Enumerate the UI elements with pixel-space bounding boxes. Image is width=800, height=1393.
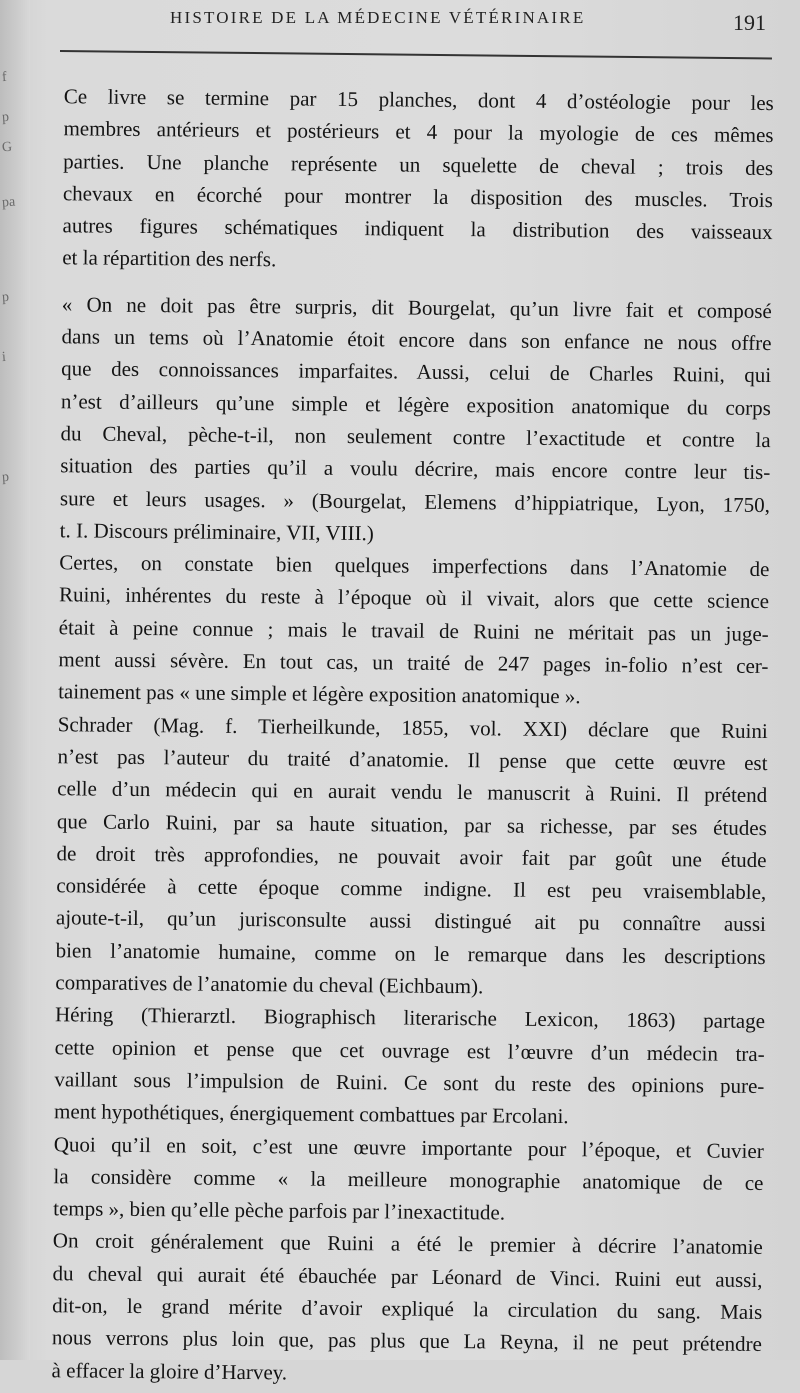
gutter-fragment: p: [1, 109, 10, 126]
text-line: que Carlo Ruini, par sa haute situation, par sa richesse, par ses études: [56, 808, 767, 840]
page-number: 191: [733, 10, 766, 35]
paragraph: [29, 708, 768, 1006]
text-line: que des connoissances imparfaites. Aussi, celui de Charles Ruini, qui: [61, 356, 772, 388]
text-line: chevaux en écorché pour montrer la disposition des muscles. Trois: [62, 181, 773, 212]
text-line: Schrader (Mag. f. Tierheilkunde, 1855, vol. XXI) déclare que Ruini: [57, 711, 768, 743]
text-line: et la répartition des nerfs.: [62, 245, 277, 272]
gutter-fragment: i: [1, 349, 7, 366]
text-line: à effacer la gloire d’Harvey.: [51, 1357, 288, 1385]
text-line: était à peine connue ; mais le travail de Ruini ne méritait pas un juge-: [58, 614, 769, 646]
gutter-fragment: f: [1, 69, 8, 86]
text-line: n’est d’ailleurs qu’une simple et légère exposition anatomique du corps: [60, 388, 772, 420]
text-line: du cheval qui aurait été ébauchée par Léonard de Vinci. Ruini eut aussi,: [52, 1260, 763, 1292]
text-line: considérée à cette époque comme indigne. Il est peu vraisemblable,: [56, 873, 767, 905]
text-line: On croit généralement que Ruini a été le premier à décrire l’anatomie: [52, 1228, 763, 1260]
running-title: HISTOIRE DE LA MÉDECINE VÉTÉRINAIRE: [170, 8, 586, 27]
text-line: vaillant sous l’impulsion de Ruini. Ce sont du reste des opinions pure-: [54, 1067, 765, 1098]
text-line: Quoi qu’il en soit, c’est une œuvre importante pour l’époque, et Cuvier: [53, 1131, 764, 1163]
text-line: ment aussi sévère. En tout cas, un traité de 247 pages in-folio n’est cer-: [58, 647, 769, 679]
text-line: du Cheval, pèche-t-il, non seulement contre l’exactitude et contre la: [60, 421, 771, 453]
paragraph: [36, 80, 774, 281]
text-line: « On ne doit pas être surpris, dit Bourgelat, qu’un livre fait et composé: [61, 292, 772, 323]
text-line: n’est pas l’auteur du traité d’anatomie. Il pense que cette œuvre est: [57, 744, 768, 775]
text-line: situation des parties qu’il a voulu décrire, mais encore contre leur tis-: [60, 453, 771, 485]
text-line: Ruini, inhérentes du reste à l’époque où il vivait, alors que cette science: [58, 582, 770, 614]
text-line: parties. Une planche représente un squelette de cheval ; trois des: [63, 148, 774, 180]
text-line: dans un tems où l’Anatomie étoit encore dans son enfance ne nous offre: [61, 324, 772, 356]
adjacent-page-edge: [0, 0, 30, 1360]
text-line: ajoute-t-il, qu’un jurisconsulte aussi distingué ait pu connaître aussi: [55, 905, 767, 937]
text-line: nous verrons plus loin que, pas plus que La Reyna, il ne peut prétendre: [51, 1325, 763, 1357]
paragraph: [25, 1224, 763, 1393]
text-line: Héring (Thierarztl. Biographisch literarische Lexicon, 1863) partage: [54, 1002, 766, 1034]
text-line: celle d’un médecin qui en aurait vendu le manuscrit à Ruini. Il prétend: [57, 776, 768, 808]
paragraph: [27, 1127, 764, 1231]
text-line: tainement pas « une simple et légère exposition anatomique ».: [58, 679, 581, 709]
text-line: ment hypothétiques, énergiquement combattues par Ercolani.: [53, 1099, 569, 1129]
text-line: dit-on, le grand mérite d’avoir expliqué la circulation du sang. Mais: [52, 1293, 763, 1324]
paragraph: [32, 546, 770, 715]
gutter-fragment: p: [1, 469, 10, 486]
text-line: comparatives de l’anatomie du cheval (Eichbaum).: [55, 970, 484, 999]
text-line: cette opinion et pense que cet ouvrage est l’œuvre d’un médecin tra-: [54, 1034, 765, 1066]
text-line: membres antérieurs et postérieurs et 4 pour la myologie de ces mêmes: [63, 116, 774, 148]
header-rule: [60, 50, 772, 59]
gutter-fragment: p: [1, 289, 10, 306]
paragraph: [34, 288, 772, 553]
text-line: sure et leurs usages. » (Bourgelat, Elemens d’hippiatrique, Lyon, 1750,: [59, 485, 771, 517]
text-line: temps », bien qu’elle pèche parfois par l’inexactitude.: [53, 1196, 506, 1225]
text-line: autres figures schématiques indiquent la distribution des vaisseaux: [62, 213, 773, 245]
gutter-fragment: G: [1, 139, 13, 156]
text-line: de droit très approfondies, ne pouvait avoir fait par goût une étude: [56, 841, 767, 872]
body-text: [25, 80, 774, 1393]
paragraph: [28, 998, 765, 1134]
text-line: Certes, on constate bien quelques imperfections dans l’Anatomie de: [59, 550, 770, 582]
gutter-fragment: pa: [1, 194, 16, 211]
text-line: bien l’anatomie humaine, comme on le remarque dans les descriptions: [55, 937, 766, 969]
text-line: t. I. Discours préliminaire, VII, VIII.): [59, 518, 374, 546]
text-line: la considère comme « la meilleure monographie anatomique de ce: [53, 1163, 764, 1195]
text-line: Ce livre se termine par 15 planches, dont 4 d’ostéologie pour les: [63, 84, 774, 116]
